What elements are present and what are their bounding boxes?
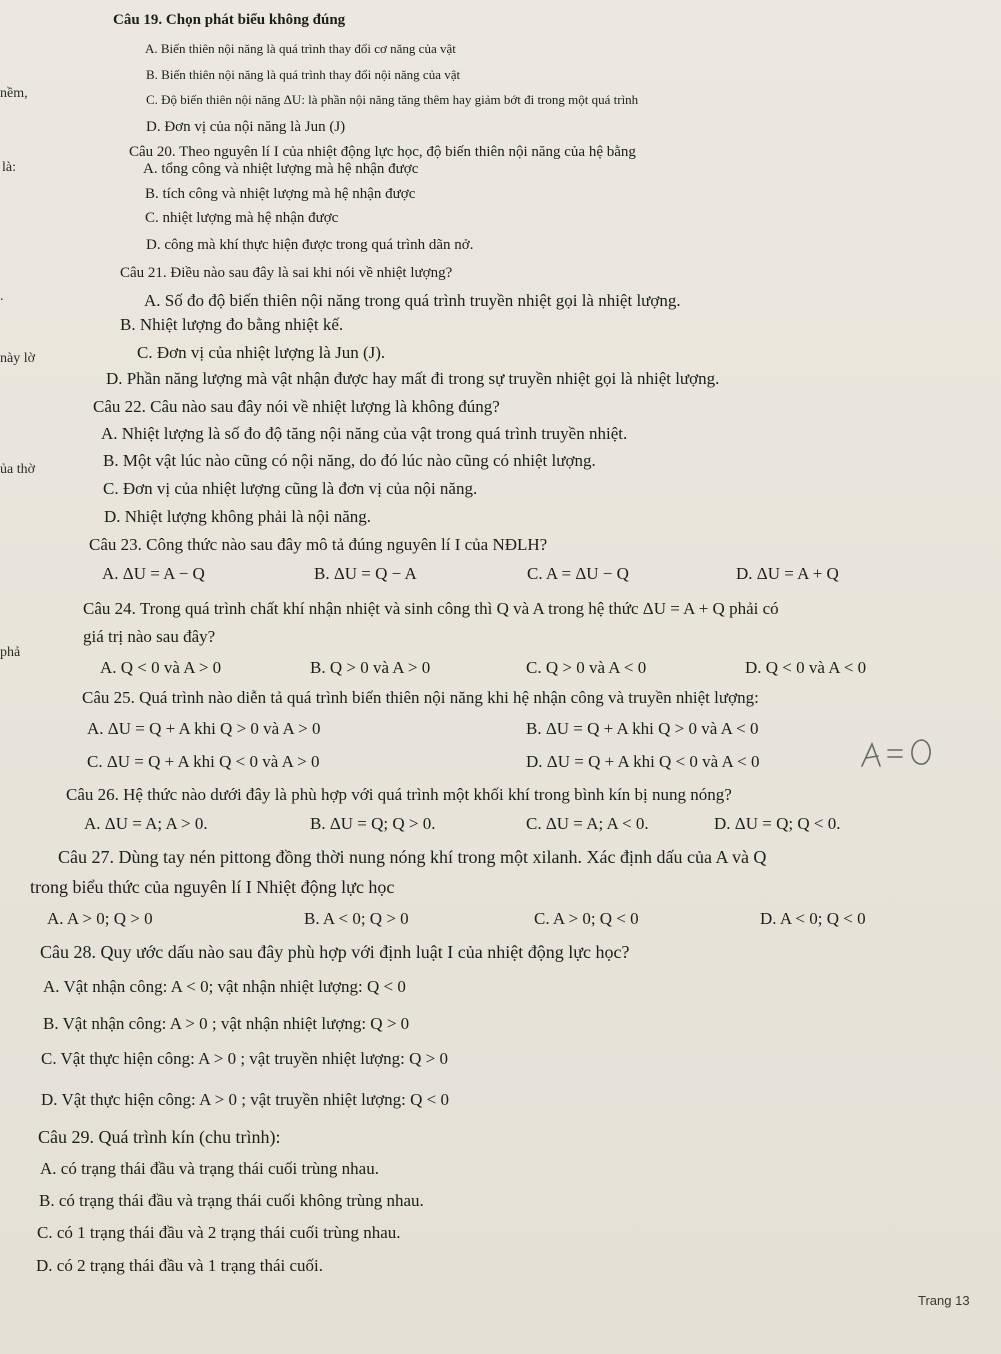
answer-option-d: D. ΔU = A + Q [736,564,839,583]
answer-option-a: A. ΔU = A; A > 0. [84,814,208,833]
answer-option-d: D. có 2 trạng thái đầu và 1 trạng thái cuối. [36,1256,324,1275]
answer-option-a: A. A > 0; Q > 0 [47,909,153,928]
answer-option-c: C. Đơn vị của nhiệt lượng là Jun (J). [137,343,386,362]
question-stem: Câu 20. Theo nguyên lí I của nhiệt động lực học, độ biến thiên nội năng của hệ bằng [129,144,636,160]
question-stem-continued: trong biểu thức của nguyên lí I Nhiệt động lực học [30,877,395,897]
answer-option-c: C. ΔU = A; A < 0. [526,814,649,833]
answer-option-c: C. Đơn vị của nhiệt lượng cũng là đơn vị của nội năng. [103,479,478,498]
answer-option-b: B. có trạng thái đầu và trạng thái cuối không trùng nhau. [39,1191,424,1210]
answer-option-a: A. có trạng thái đầu và trạng thái cuối trùng nhau. [40,1159,379,1178]
answer-option-c: C. Q > 0 và A < 0 [526,658,647,677]
answer-option-d: D. ΔU = Q; Q < 0. [714,814,841,833]
answer-option-d: D. Vật thực hiện công: A > 0 ; vật truyền nhiệt lượng: Q < 0 [41,1090,449,1109]
answer-option-d: D. Nhiệt lượng không phải là nội năng. [104,507,372,526]
question-stem: Câu 22. Câu nào sau đây nói về nhiệt lượng là không đúng? [93,397,500,416]
answer-option-d: D. Q < 0 và A < 0 [745,658,867,677]
question-stem: Câu 24. Trong quá trình chất khí nhận nhiệt và sinh công thì Q và A trong hệ thức ΔU = A + Q phải có [83,599,779,618]
margin-fragment: này lờ [0,351,36,366]
answer-option-b: B. ΔU = Q − A [314,564,417,583]
answer-option-b: B. Nhiệt lượng đo bằng nhiệt kế. [120,315,344,334]
answer-option-b: B. tích công và nhiệt lượng mà hệ nhận được [145,186,416,202]
answer-option-d: D. Phần năng lượng mà vật nhận được hay mất đi trong sự truyền nhiệt gọi là nhiệt lượng. [106,369,720,388]
answer-option-b: B. A < 0; Q > 0 [304,909,409,928]
question-stem: Câu 29. Quá trình kín (chu trình): [38,1127,281,1147]
question-stem: Câu 23. Công thức nào sau đây mô tả đúng nguyên lí I của NĐLH? [89,535,548,554]
answer-option-c: C. nhiệt lượng mà hệ nhận được [145,210,339,226]
answer-option-c: C. A = ΔU − Q [527,564,629,583]
margin-fragment: nềm, [0,86,28,101]
answer-option-a: A. ΔU = Q + A khi Q > 0 và A > 0 [87,719,321,738]
page-number: Trang 13 [918,1293,970,1308]
answer-option-d: D. A < 0; Q < 0 [760,909,866,928]
answer-option-b: B. ΔU = Q + A khi Q > 0 và A < 0 [526,719,759,738]
question-stem: Câu 19. Chọn phát biểu không đúng [113,12,346,28]
answer-option-b: B. Vật nhận công: A > 0 ; vật nhận nhiệt lượng: Q > 0 [43,1014,410,1033]
answer-option-a: A. Số đo độ biến thiên nội năng trong quá trình truyền nhiệt gọi là nhiệt lượng. [144,291,681,310]
question-stem: Câu 26. Hệ thức nào dưới đây là phù hợp với quá trình một khối khí trong bình kín bị nung nóng? [66,785,732,804]
answer-option-a: A. Q < 0 và A > 0 [100,658,222,677]
answer-option-a: A. Vật nhận công: A < 0; vật nhận nhiệt lượng: Q < 0 [43,977,406,996]
margin-fragment: phả [0,645,21,660]
answer-option-a: A. Biến thiên nội năng là quá trình thay đổi cơ năng của vật [145,41,456,56]
answer-option-d: D. công mà khí thực hiện được trong quá trình dãn nở. [146,237,474,253]
answer-option-d: D. Đơn vị của nội năng là Jun (J) [146,119,346,135]
answer-option-b: B. Q > 0 và A > 0 [310,658,431,677]
answer-option-a: A. Nhiệt lượng là số đo độ tăng nội năng của vật trong quá trình truyền nhiệt. [101,424,628,443]
answer-option-a: A. ΔU = A − Q [102,564,205,583]
pencil-scribble [858,732,938,772]
margin-fragment: . [0,289,4,304]
answer-option-c: C. có 1 trạng thái đầu và 2 trạng thái cuối trùng nhau. [37,1223,401,1242]
answer-option-c: C. Vật thực hiện công: A > 0 ; vật truyền nhiệt lượng: Q > 0 [41,1049,449,1068]
answer-option-c: C. Độ biến thiên nội năng ΔU: là phần nội năng tăng thêm hay giảm bớt đi trong một quá trình [146,92,639,107]
margin-fragment: ủa thờ [0,462,36,477]
answer-option-c: C. A > 0; Q < 0 [534,909,639,928]
answer-option-c: C. ΔU = Q + A khi Q < 0 và A > 0 [87,752,320,771]
answer-option-d: D. ΔU = Q + A khi Q < 0 và A < 0 [526,752,760,771]
question-stem: Câu 21. Điều nào sau đây là sai khi nói về nhiệt lượng? [120,265,453,281]
margin-fragment: là: [2,160,16,175]
answer-option-b: B. Một vật lúc nào cũng có nội năng, do đó lúc nào cũng có nhiệt lượng. [103,451,596,470]
question-stem: Câu 28. Quy ước dấu nào sau đây phù hợp với định luật I của nhiệt động lực học? [40,942,630,962]
question-stem: Câu 27. Dùng tay nén pittong đồng thời nung nóng khí trong một xilanh. Xác định dấu của A và Q [58,847,767,867]
answer-option-b: B. Biến thiên nội năng là quá trình thay đổi nội năng của vật [146,67,461,82]
question-stem: Câu 25. Quá trình nào diễn tả quá trình biến thiên nội năng khi hệ nhận công và truyền nhiệt lượng: [82,688,759,707]
answer-option-a: A. tổng công và nhiệt lượng mà hệ nhận được [143,161,419,177]
answer-option-b: B. ΔU = Q; Q > 0. [310,814,436,833]
question-stem-continued: giá trị nào sau đây? [83,627,216,646]
